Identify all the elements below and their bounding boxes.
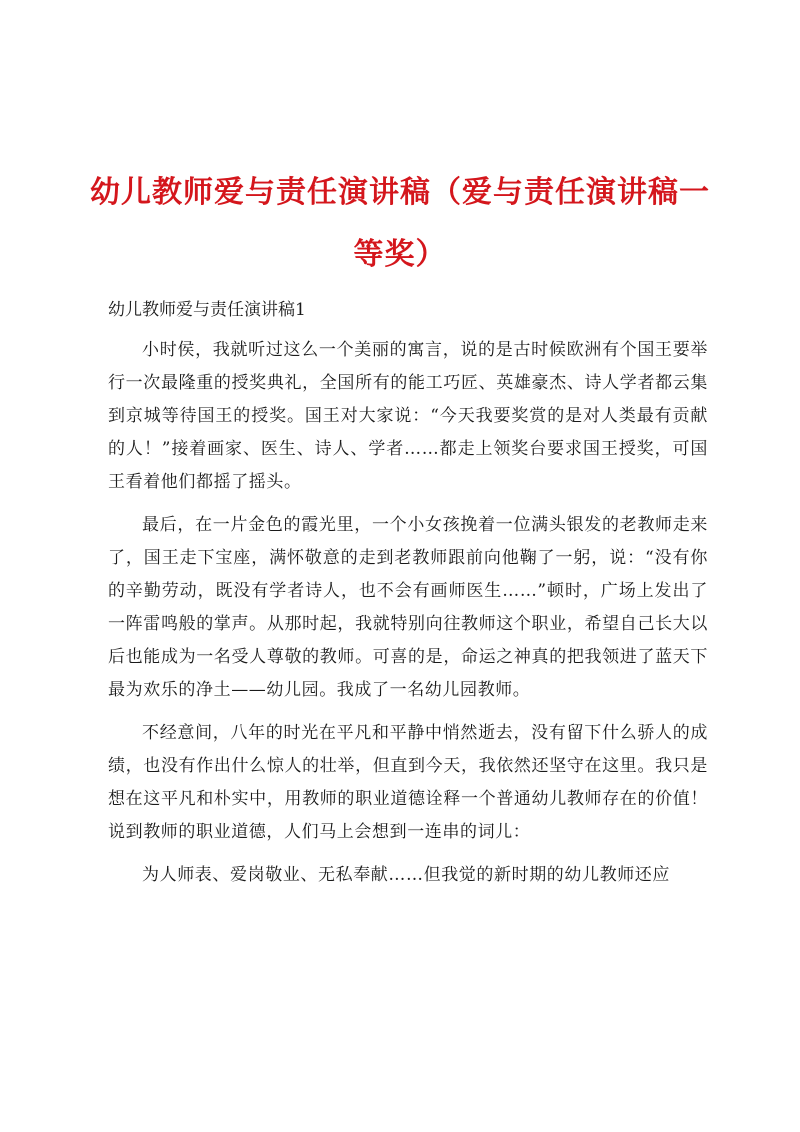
section-subtitle: 幼儿教师爱与责任演讲稿1 bbox=[108, 300, 306, 320]
paragraph: 最后，在一片金色的霞光里，一个小女孩挽着一位满头银发的老教师走来了，国王走下宝座，满怀敬意的走到老教师跟前向他鞠了一躬，说：“没有你的辛勤劳动，既没有学者诗人，也不会有画师医生……”顿时，广场上发出了一阵雷鸣般的掌声。从那时起，我就特别向往教师这个职业，希望自己长大以后也能成为一名受人尊敬的教师。可喜的是，命运之神真的把我领进了蓝天下最为欢乐的净土——幼儿园。我成了一名幼儿园教师。 bbox=[108, 515, 708, 700]
paragraph: 为人师表、爱岗敬业、无私奉献……但我觉的新时期的幼儿教师还应 bbox=[142, 865, 670, 885]
paragraph: 不经意间，八年的时光在平凡和平静中悄然逝去，没有留下什么骄人的成绩，也没有作出什么惊人的壮举，但直到今天，我依然还坚守在这里。我只是想在这平凡和朴实中，用教师的职业道德诠释一个普通幼儿教师存在的价值！说到教师的职业道德，人们马上会想到一连串的词儿： bbox=[108, 723, 708, 842]
body-text bbox=[108, 334, 708, 902]
document-title: 幼儿教师爱与责任演讲稿（爱与责任演讲稿一等奖） bbox=[90, 175, 710, 272]
paragraph: 小时侯，我就听过这么一个美丽的寓言，说的是古时候欧洲有个国王要举行一次最隆重的授奖典礼，全国所有的能工巧匠、英雄豪杰、诗人学者都云集到京城等待国王的授奖。国王对大家说：“今天我要奖赏的是对人类最有贡献的人！”接着画家、医生、诗人、学者……都走上领奖台要求国王授奖，可国王看着他们都摇了摇头。 bbox=[108, 340, 708, 492]
